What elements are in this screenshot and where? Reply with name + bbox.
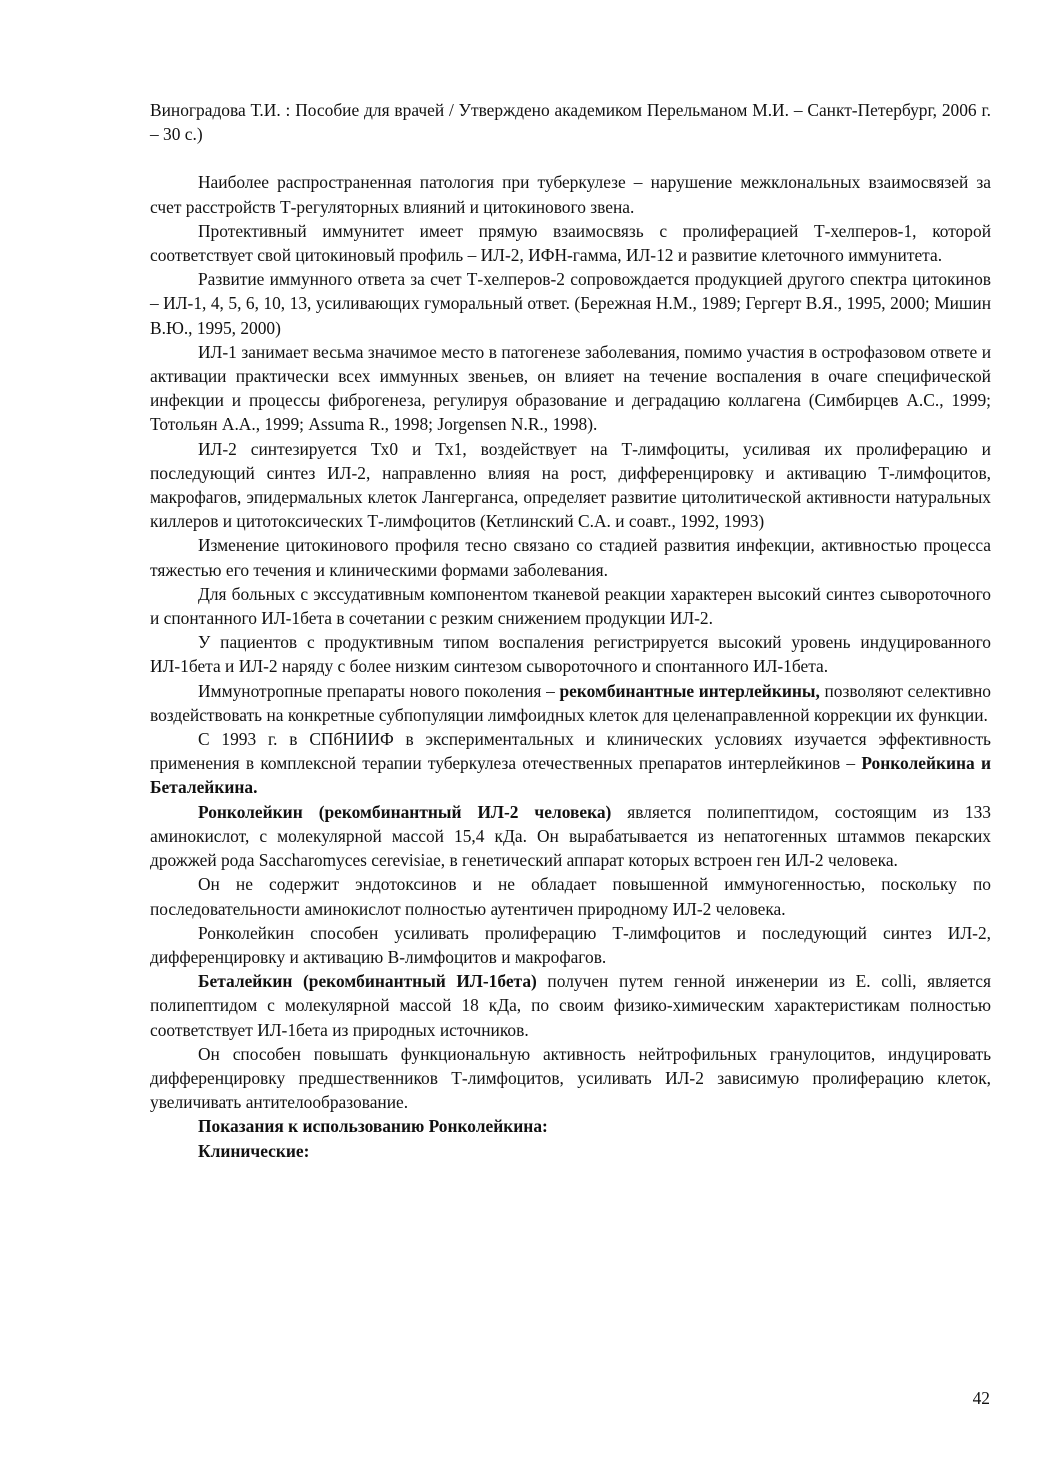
paragraph-6: Изменение цитокинового профиля тесно связано со стадией развития инфекции, активностью процесса тяжестью его течения и клиническими формами заболевания. <box>150 535 991 580</box>
section-heading-indications-text: Показания к использованию Ронколейкина: <box>198 1116 548 1137</box>
paragraph-14 <box>150 969 991 1042</box>
page-content <box>150 98 991 1163</box>
paragraph-9-text-end: позволяют селективно воздействовать на конкретные субпопуляции лимфоидных клеток для целенаправленной коррекции их функции. <box>150 680 991 725</box>
paragraph-2: Протективный иммунитет имеет прямую взаимосвязь с пролиферацией Т-хелперов-1, которой соответствует свой цитокиновый профиль – ИЛ-2, ИФН-гамма, ИЛ-12 и развитие клеточного иммунитета. <box>150 220 991 266</box>
paragraph-9 <box>150 679 991 727</box>
paragraph-gap <box>150 146 991 170</box>
paragraph-4: ИЛ-1 занимает весьма значимое место в патогенезе заболевания, помимо участия в острофазовом ответе и активации практически всех иммунных звеньев, он влияет на течение воспаления в очаге специфической инфекции и процессы фиброгенеза, регулируя образование и деградацию коллагена (Симбирцев А.С., 1999; Тотольян А.А., 1999; Assuma R., 1998; Jorgensen N.R., 1998). <box>150 341 991 435</box>
paragraph-11-text-end: является полипептидом, состоящим из 133 аминокислот, с молекулярной массой 15,4 кДа. Он вырабатывается из непатогенных штаммов пекарских дрожжей рода Saccharomyces cerevisiae, в генетический аппарат которых встроен ген ИЛ-2 человека. <box>150 801 991 871</box>
section-heading-indications <box>150 1114 991 1138</box>
section-heading-clinical <box>150 1139 991 1163</box>
paragraph-1: Наиболее распространенная патология при туберкулезе – нарушение межклональных взаимосвязей за счет расстройств Т-регуляторных влияний и цитокинового звена. <box>150 172 991 217</box>
section-heading-clinical-text: Клинические: <box>198 1140 310 1161</box>
paragraph-11 <box>150 800 991 873</box>
paragraph-7: Для больных с экссудативным компонентом тканевой реакции характерен высокий синтез сывороточного и спонтанного ИЛ-1бета в сочетании с резким снижением продукции ИЛ-2. <box>150 583 991 629</box>
paragraph-10 <box>150 727 991 800</box>
paragraph-5: ИЛ-2 синтезируется Тх0 и Тх1, воздействует на Т-лимфоциты, усиливая их пролиферацию и последующий синтез ИЛ-2, направленно влияя на рост, дифференцировку и активацию Т-лимфоцитов, макрофагов, эпидермальных клеток Лангерганса, определяет развитие цитолитической активности натуральных киллеров и цитотоксических Т-лимфоцитов (Кетлинский С.А. и соавт., 1992, 1993) <box>150 438 991 532</box>
paragraph-13: Ронколейкин способен усиливать пролиферацию Т-лимфоцитов и последующий синтез ИЛ-2, дифференцировку и активацию В-лимфоцитов и макрофагов. <box>150 922 991 967</box>
paragraph-14-text-end: получен путем генной инженерии из E. colli, является полипептидом с молекулярной массой 18 кДа, по своим физико-химическим характеристикам полностью соответствует ИЛ-1бета из природных источников. <box>150 971 992 1040</box>
paragraph-14-bold-term: Беталейкин (рекомбинантный ИЛ-1бета) <box>198 971 537 992</box>
paragraph-10-text-start: С 1993 г. в СПбНИИФ в экспериментальных и клинических условиях изучается эффективность применения в комплексной терапии туберкулеза отечественных препаратов интерлейкинов – <box>150 729 991 774</box>
reference-text: Виноградова Т.И. : Пособие для врачей / Утверждено академиком Перельманом М.И. – Санкт-Петербург, 2006 г. – 30 с.) <box>150 100 991 145</box>
paragraph-9-text-start: Иммунотропные препараты нового поколения – <box>198 680 560 701</box>
paragraph-11-bold-term: Ронколейкин (рекомбинантный ИЛ-2 человека) <box>198 801 612 822</box>
paragraph-10-bold-term: Ронколейкина и Беталейкина. <box>150 753 991 798</box>
paragraph-9-bold-term: рекомбинантные интерлейкины, <box>559 680 820 701</box>
paragraph-12: Он не содержит эндотоксинов и не обладает повышенной иммуногенностью, поскольку по последовательности аминокислот полностью аутентичен природному ИЛ-2 человека. <box>150 874 991 919</box>
page-number: 42 <box>972 1388 990 1408</box>
paragraph-15: Он способен повышать функциональную активность нейтрофильных гранулоцитов, индуцировать дифференцировку предшественников Т-лимфоцитов, усиливать ИЛ-2 зависимую пролиферацию клеток, увеличивать антителообразование. <box>150 1043 991 1113</box>
paragraph-8: У пациентов с продуктивным типом воспаления регистрируется высокий уровень индуцированного ИЛ-1бета и ИЛ-2 наряду с более низким синтезом сывороточного и спонтанного ИЛ-1бета. <box>150 632 991 677</box>
paragraph-3: Развитие иммунного ответа за счет Т-хелперов-2 сопровождается продукцией другого спектра цитокинов – ИЛ-1, 4, 5, 6, 10, 13, усиливающих гуморальный ответ. (Бережная Н.М., 1989; Гергерт В.Я., 1995, 2000; Мишин В.Ю., 1995, 2000) <box>150 269 991 338</box>
